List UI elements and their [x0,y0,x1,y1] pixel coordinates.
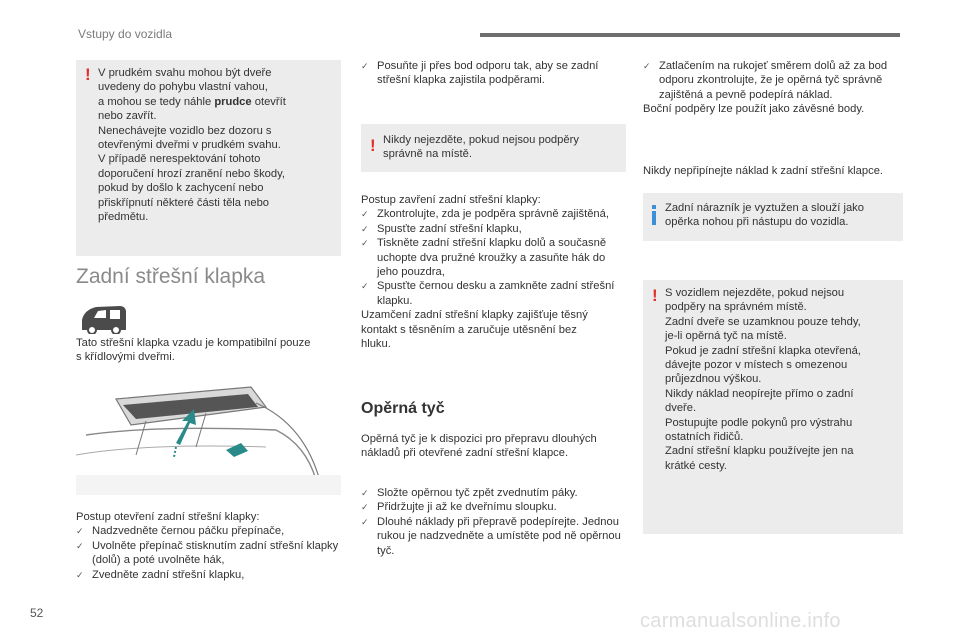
list-item: ✓ Posuňte ji přes bod odporu tak, aby se zadní střešní klapka zajistila podpěrami. [361,59,626,88]
warning-box-supports [361,124,626,172]
info-text-bumper: Zadní nárazník je vyztužen a slouží jako opěrka nohou při nástupu do vozidla. [665,202,864,229]
header-title: Vstupy do vozidla [78,27,173,41]
list-item: ✓ Nadzvedněte černou páčku přepínače, [76,524,341,538]
list-item: ✓ Zvedněte zadní střešní klapku, [76,568,341,582]
list-item: ✓ Spusťte zadní střešní klapku, [361,222,626,236]
side-supports-note: Boční podpěry lze použít jako závěsné body. [643,103,865,116]
warning-icon: ! [370,136,376,155]
list-item: ✓ Dlouhé náklady při přepravě podepírejte. Jednou rukou je nadzvedněte a umístěte pod ně opěrnou tyč. [361,515,626,558]
warning-icon: ! [85,65,91,84]
close-steps-list [361,207,626,308]
open-heading: Postup otevření zadní střešní klapky: [76,511,260,523]
close-note: Uzamčení zadní střešní klapky zajišťuje těsný kontakt s těsněním a zaručuje utěsnění bez hluku. [361,309,588,351]
list-item: ✓ Uvolněte přepínač stisknutím zadní střešní klapky (dolů) a poté uvolněte hák, [76,539,341,568]
open-procedure [76,510,341,582]
list-item: ✓ Tiskněte zadní střešní klapku dolů a současně uchopte dva pružné kroužky a zasuňte hák do jeho pouzdra, [361,236,626,279]
col2-top-steps [361,59,626,88]
col3-top [643,59,908,117]
watermark: carmanualsonline.info [640,610,841,632]
close-procedure [361,193,626,351]
close-heading: Postup zavření zadní střešní klapky: [361,194,541,206]
warning-box-driving [643,280,903,534]
van-icon [80,302,128,334]
support-bar-title: Opěrná tyč [361,400,445,417]
warning-text-supports: Nikdy nejezděte, pokud nejsou podpěry správně na místě. [383,134,579,161]
header-bar [480,33,900,37]
page-number: 52 [30,606,44,620]
warning-box-slope [76,60,341,256]
section-title: Zadní střešní klapka [76,265,266,288]
list-item: ✓ Spusťte černou desku a zamkněte zadní střešní klapku. [361,279,626,308]
list-item: ✓ Složte opěrnou tyč zpět zvednutím páky. [361,486,626,500]
warning-icon: ! [652,286,658,305]
list-item: ✓ Zkontrolujte, zda je podpěra správně zajištěná, [361,207,626,221]
open-steps-list [76,524,341,582]
roof-flap-illustration-icon [76,385,341,495]
warning-text-driving: S vozidlem nejezděte, pokud nejsou podpěry na správném místě. Zadní dveře se uzamknou pouze tehdy, je-li opěrná tyč na místě. Pokud je zadní střešní klapka otevřená, dávejte pozor v místech s omezenou průjezdnou výškou. Nikdy náklad neopírejte přímo o zadní dveře. Postupujte podle pokynů pro výstrahu ostatních řidičů. Zadní střešní klapku používejte jen na krátké cesty. [665,287,861,472]
info-icon [652,211,656,225]
list-item: ✓ Přidržujte ji až ke dveřnímu sloupku. [361,500,626,514]
warning-text-slope: V prudkém svahu mohou být dveře uvedeny do pohybu vlastní vahou, a mohou se tedy náhle prudce otevřít nebo zavřít. Nenechávejte vozidlo bez dozoru s otevřenými dveřmi v prudkém svahu. V případě nerespektování tohoto doporučení hrozí zranění nebo škody, pokud by došlo k zachycení nebo přiskřípnutí některé části těla nebo předmětu. [98,67,286,224]
info-box-bumper [643,193,903,241]
support-bar-intro: Opěrná tyč je k dispozici pro přepravu dlouhých nákladů při otevřené zadní střešní klapce. [361,433,597,460]
list-item: ✓ Zatlačením na rukojeť směrem dolů až za bod odporu zkontrolujte, že je opěrná tyč správně zajištěná a pevně podepírá náklad. [643,59,908,102]
support-bar-steps [361,486,626,558]
intro-text: Tato střešní klapka vzadu je kompatibilní pouze s křídlovými dveřmi. [76,337,311,364]
load-note: Nikdy nepřipínejte náklad k zadní střešní klapce. [643,165,884,177]
